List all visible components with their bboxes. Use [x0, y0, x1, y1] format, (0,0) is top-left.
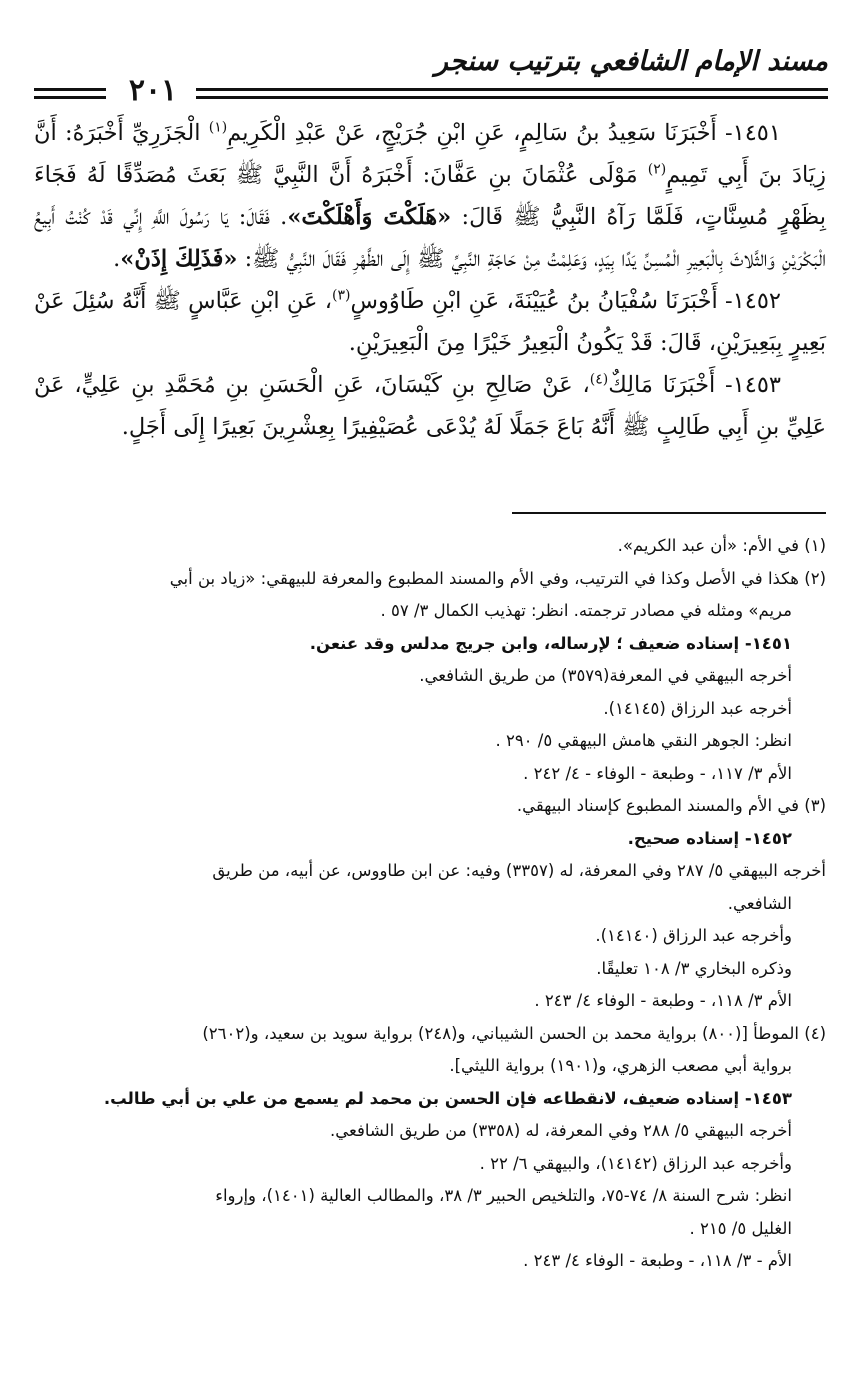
footnote-ref: (١) [208, 119, 228, 136]
footnote-4: (٤) الموطأ [(٨٠٠) برواية محمد بن الحسن الشيباني، و(٢٤٨) برواية سويد بن سعيد، و(٢٦٠٢) [202, 1023, 826, 1043]
prophet-quote: «هَلَكْتَ وَأَهْلَكْتَ» [287, 204, 452, 230]
footnotes [34, 530, 826, 1278]
footnote-line: أخرجه البيهقي في المعرفة(٣٥٧٩) من طريق الشافعي. [419, 666, 792, 685]
hadith-number: ١٤٥٢ [732, 288, 781, 314]
footnote-3: (٣) في الأم والمسند المطبوع كإسناد البيهقي. [516, 796, 826, 815]
footnote-line: الأم ٣/ ١١٧، - وطبعة - الوفاء - ٤/ ٢٤٢ . [523, 763, 792, 783]
header-rule-short [34, 88, 106, 99]
footnote-line: وأخرجه عبد الرزاق (١٤١٤٢)، والبيهقي ٦/ ٢٢ . [479, 1153, 792, 1173]
footnote-line: برواية أبي مصعب الزهري، و(١٩٠١) برواية الليثي]. [449, 1056, 792, 1075]
footnote-ref: (٤) [589, 371, 609, 388]
footnote-separator [512, 512, 826, 514]
footnote-line: الأم - ٣/ ١١٨، - وطبعة - الوفاء ٤/ ٢٤٣ . [523, 1251, 792, 1270]
footnote-line: مريم» ومثله في مصادر ترجمته. انظر: تهذيب الكمال ٣/ ٥٧ . [380, 601, 792, 620]
footnote-line: أخرجه البيهقي ٥/ ٢٨٨ وفي المعرفة، له (٣٣٥٨) من طريق الشافعي. [330, 1121, 792, 1140]
prophet-quote: «فَذَلِكَ إِذَنْ» [120, 246, 238, 272]
hadith-number: ١٤٥١ [732, 120, 781, 146]
footnote-ref: (٣) [332, 287, 351, 304]
grading-1453: ١٤٥٣- إسناده ضعيف، لانقطاعه فإن الحسن بن محمد لم يسمع من علي بن أبي طالب. [103, 1088, 792, 1108]
footnote-line: الشافعي. [727, 893, 792, 913]
hadith-1453: ١٤٥٣- أَخْبَرَنَا مَالِكٌ$^{(٤)}$، عَنْ صَالِحِ بنِ كَيْسَانَ، عَنِ الْحَسَنِ بنِ مُحَمَّدِ بنِ عَلِيٍّ، عَنْ عَلِيِّ بنِ أَبِي طَالِبٍ ﷺ أَنَّهُ بَاعَ جَمَلًا لَهُ يُدْعَى عُصَيْفِيرًا بِعِشْرِينَ بَعِيرًا إِلَى أَجَلٍ. [34, 371, 826, 440]
page-header [34, 40, 828, 108]
page-number: ٢٠١ [128, 73, 178, 108]
footnote-2: (٢) هكذا في الأصل وكذا في الترتيب، وفي الأم والمسند المطبوع والمعرفة للبيهقي: «زياد بن أبي [169, 568, 826, 588]
header-rule [196, 88, 828, 99]
book-title: مسند الإمام الشافعي بترتيب سنجر [434, 46, 828, 77]
footnote-line: انظر: شرح السنة ٨/ ٧٤-٧٥، والتلخيص الحبير ٣/ ٣٨، والمطالب العالية (١٤٠١)، وإرواء [215, 1186, 792, 1205]
footnote-line: وذكره البخاري ٣/ ١٠٨ تعليقًا. [596, 958, 792, 978]
footnote-line: انظر: الجوهر النقي هامش البيهقي ٥/ ٢٩٠ . [495, 731, 792, 750]
hadith-1452: ١٤٥٢- أَخْبَرَنَا سُفْيَانُ بنُ عُيَيْنَةَ، عَنِ ابْنِ طَاوُوسٍ$^{(٣)}$، عَنِ ابْنِ عَبَّاسٍ ﷺ أَنَّهُ سُئِلَ عَنْ بَعِيرٍ بِبَعِيرَيْنِ، قَالَ: قَدْ يَكُونُ الْبَعِيرُ خَيْرًا مِنَ الْبَعِيرَيْنِ. [34, 287, 826, 356]
grading-1452: ١٤٥٢- إسناده صحيح. [627, 828, 792, 848]
footnote-line: أخرجه عبد الرزاق (١٤١٤٥). [603, 698, 792, 718]
footnote-line: الغليل ٥/ ٢١٥ . [689, 1218, 792, 1238]
main-text [34, 112, 826, 448]
footnote-1: (١) في الأم: «أن عبد الكريم». [617, 536, 826, 555]
footnote-line: الأم ٣/ ١١٨، - وطبعة - الوفاء ٤/ ٢٤٣ . [534, 991, 792, 1010]
footnote-line: وأخرجه عبد الرزاق (١٤١٤٠). [595, 926, 792, 945]
grading-1451: ١٤٥١- إسناده ضعيف ؛ لإرساله، وابن جريج مدلس وقد عنعن. [309, 633, 792, 653]
hadith-number: ١٤٥٣ [732, 372, 781, 398]
footnote-line: أخرجه البيهقي ٥/ ٢٨٧ وفي المعرفة، له (٣٣٥٧) وفيه: عن ابن طاووس، عن أبيه، من طريق [212, 861, 826, 880]
footnote-ref: (٢) [647, 161, 667, 178]
hadith-1451: ١٤٥١- أَخْبَرَنَا سَعِيدُ بنُ سَالِمٍ، عَنِ ابْنِ جُرَيْجٍ، عَنْ عَبْدِ الْكَرِيمِ$^{(١)}$ الْجَزَرِيِّ أَخْبَرَهُ: أَنَّ زِيَادَ بنَ أَبِي تَمِيمٍ$^{(٢)}$ مَوْلَى عُثْمَانَ بنِ عَفَّانَ: أَخْبَرَهُ أَنَّ النَّبِيَّ ﷺ بَعَثَ مُصَدِّقًا لَهُ فَجَاءَ بِظَهْرٍ مُسِنَّاتٍ، فَلَمَّا رَآهُ النَّبِيُّ ﷺ قَالَ: «هَلَكْتَ وَأَهْلَكْتَ». فَقَالَ: يَا رَسُولَ اللَّهِ إِنِّي قَدْ كُنْتُ أَبِيعُ الْبَكْرَيْنِ وَالثَّلاثَ بِالْبَعِيرِ الْمُسِنِّ يَدًا بِيَدٍ، وَعَلِمْتُ مِنْ حَاجَةِ النَّبِيِّ ﷺ إِلَى الظَّهْرِ فَقَالَ النَّبِيُّ ﷺ: «فَذَلِكَ إِذَنْ». [34, 119, 827, 272]
